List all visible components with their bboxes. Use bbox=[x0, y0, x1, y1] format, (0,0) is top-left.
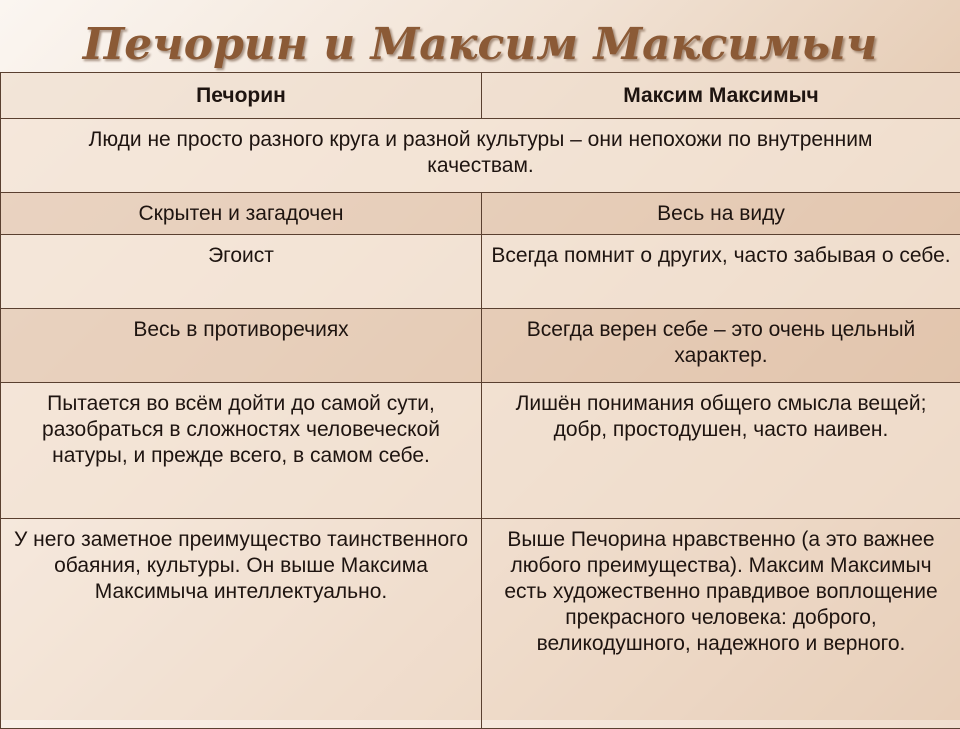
table-row bbox=[1, 383, 960, 519]
table-row bbox=[1, 193, 960, 235]
pechorin-cell: Весь в противоречиях bbox=[1, 309, 482, 383]
maksim-cell: Выше Печорина нравственно (а это важнее любого преимущества). Максим Максимыч есть художественно правдивое воплощение прекрасного человека: доброго, великодушного, надежного и верного. bbox=[482, 519, 960, 729]
maksim-cell: Всегда помнит о других, часто забывая о себе. bbox=[482, 235, 960, 309]
pechorin-cell: Скрытен и загадочен bbox=[1, 193, 482, 235]
intro-cell: Люди не просто разного круга и разной культуры – они непохожи по внутренним качествам. bbox=[1, 119, 960, 193]
maksim-cell: Лишён понимания общего смысла вещей; добр, простодушен, часто наивен. bbox=[482, 383, 960, 519]
pechorin-cell: У него заметное преимущество таинственного обаяния, культуры. Он выше Максима Максимыча интеллектуально. bbox=[1, 519, 482, 729]
maksim-cell: Всегда верен себе – это очень цельный характер. bbox=[482, 309, 960, 383]
header-row bbox=[1, 73, 960, 119]
column-header-maksim: Максим Максимыч bbox=[482, 73, 960, 119]
column-header-pechorin: Печорин bbox=[1, 73, 482, 119]
table-row bbox=[1, 309, 960, 383]
comparison-table bbox=[0, 72, 960, 729]
table-row bbox=[1, 519, 960, 729]
maksim-cell: Весь на виду bbox=[482, 193, 960, 235]
intro-row bbox=[1, 119, 960, 193]
slide-title: Печорин и Максим Максимыч bbox=[0, 10, 960, 80]
pechorin-cell: Эгоист bbox=[1, 235, 482, 309]
pechorin-cell: Пытается во всём дойти до самой сути, разобраться в сложностях человеческой натуры, и прежде всего, в самом себе. bbox=[1, 383, 482, 519]
table-row bbox=[1, 235, 960, 309]
